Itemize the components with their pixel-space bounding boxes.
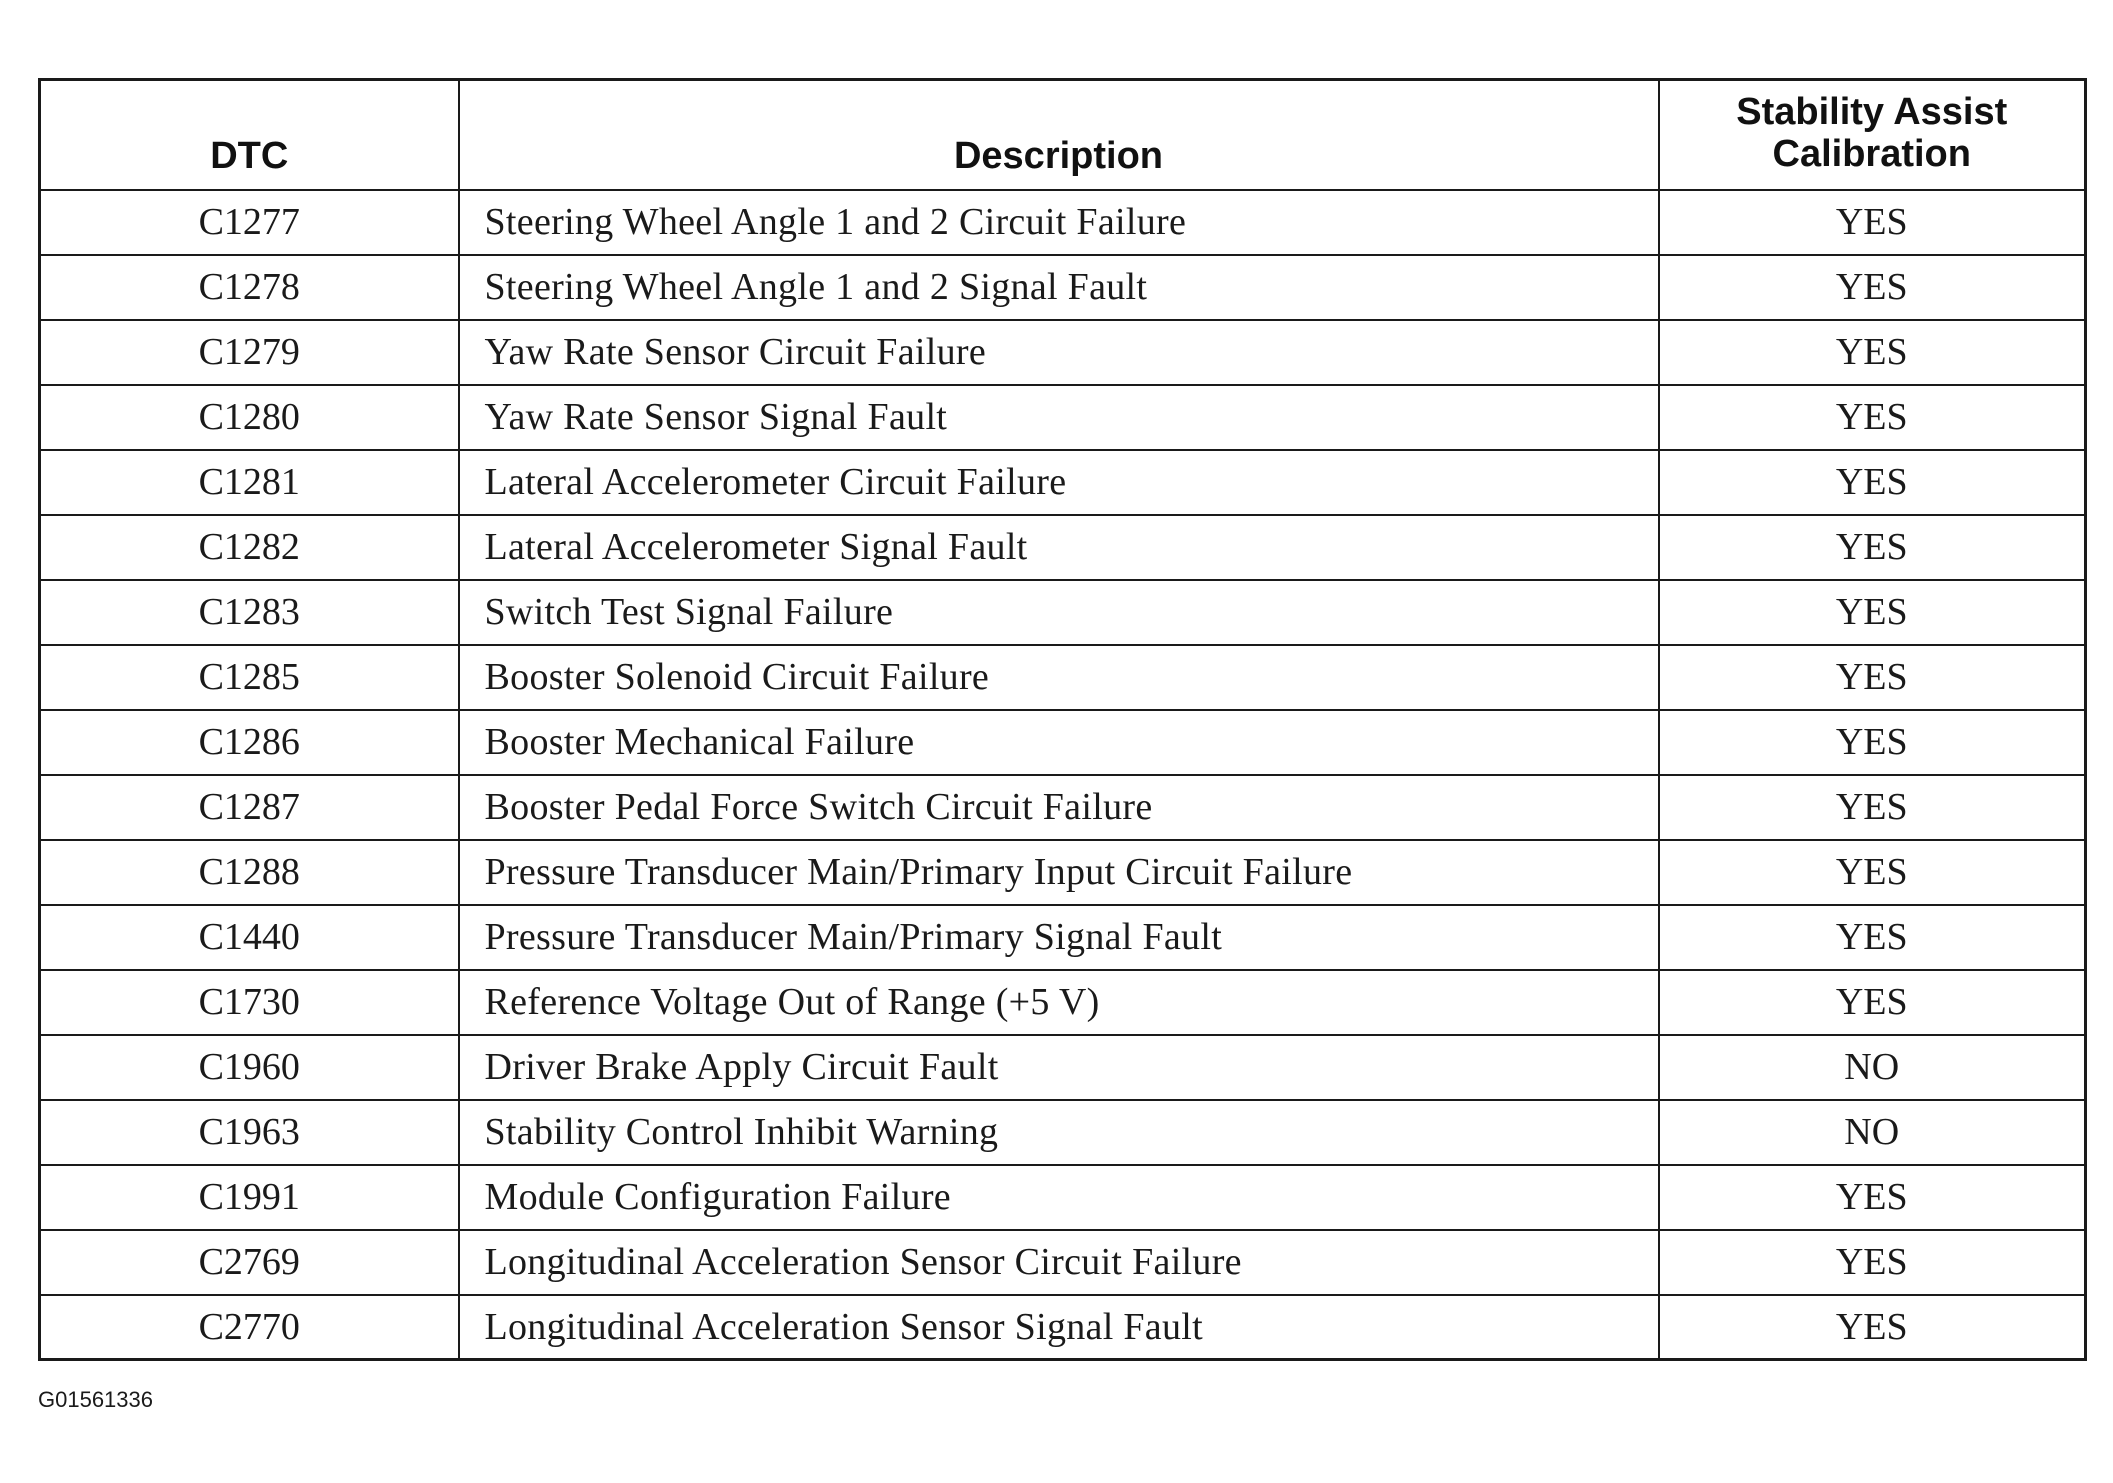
description-cell: Steering Wheel Angle 1 and 2 Circuit Failure	[459, 190, 1659, 255]
description-cell: Booster Solenoid Circuit Failure	[459, 645, 1659, 710]
table-row	[40, 1295, 2086, 1360]
description-cell: Booster Mechanical Failure	[459, 710, 1659, 775]
calibration-cell: YES	[1659, 645, 2086, 710]
calibration-cell: YES	[1659, 905, 2086, 970]
description-cell: Yaw Rate Sensor Circuit Failure	[459, 320, 1659, 385]
description-cell: Longitudinal Acceleration Sensor Circuit Failure	[459, 1230, 1659, 1295]
table-row	[40, 1230, 2086, 1295]
description-cell: Lateral Accelerometer Circuit Failure	[459, 450, 1659, 515]
table-row	[40, 710, 2086, 775]
description-cell: Pressure Transducer Main/Primary Input Circuit Failure	[459, 840, 1659, 905]
calibration-cell: YES	[1659, 1230, 2086, 1295]
description-cell: Module Configuration Failure	[459, 1165, 1659, 1230]
calibration-cell: YES	[1659, 1165, 2086, 1230]
calibration-cell: YES	[1659, 385, 2086, 450]
table-row	[40, 1165, 2086, 1230]
description-cell: Driver Brake Apply Circuit Fault	[459, 1035, 1659, 1100]
table-row	[40, 1100, 2086, 1165]
dtc-code-cell: C1963	[40, 1100, 459, 1165]
dtc-code-cell: C1278	[40, 255, 459, 320]
table-row	[40, 190, 2086, 255]
description-cell: Steering Wheel Angle 1 and 2 Signal Fault	[459, 255, 1659, 320]
table-row	[40, 450, 2086, 515]
calibration-cell: YES	[1659, 255, 2086, 320]
table-row	[40, 970, 2086, 1035]
calibration-cell: NO	[1659, 1100, 2086, 1165]
dtc-code-cell: C1730	[40, 970, 459, 1035]
table-body	[40, 190, 2086, 1360]
dtc-code-cell: C1280	[40, 385, 459, 450]
header-dtc: DTC	[40, 80, 459, 190]
dtc-code-cell: C1287	[40, 775, 459, 840]
table-row	[40, 580, 2086, 645]
description-cell: Stability Control Inhibit Warning	[459, 1100, 1659, 1165]
header-row	[40, 80, 2086, 190]
calibration-cell: YES	[1659, 1295, 2086, 1360]
calibration-cell: YES	[1659, 710, 2086, 775]
description-cell: Lateral Accelerometer Signal Fault	[459, 515, 1659, 580]
header-calibration-line2: Calibration	[1772, 132, 1971, 175]
description-cell: Yaw Rate Sensor Signal Fault	[459, 385, 1659, 450]
description-cell: Switch Test Signal Failure	[459, 580, 1659, 645]
header-description: Description	[459, 80, 1659, 190]
table-row	[40, 645, 2086, 710]
header-calibration	[1659, 80, 2086, 190]
description-cell: Longitudinal Acceleration Sensor Signal Fault	[459, 1295, 1659, 1360]
table-row	[40, 385, 2086, 450]
description-cell: Booster Pedal Force Switch Circuit Failure	[459, 775, 1659, 840]
table-row	[40, 775, 2086, 840]
calibration-cell: YES	[1659, 450, 2086, 515]
calibration-cell: YES	[1659, 515, 2086, 580]
dtc-code-cell: C1991	[40, 1165, 459, 1230]
table-row	[40, 905, 2086, 970]
dtc-code-cell: C1440	[40, 905, 459, 970]
calibration-cell: YES	[1659, 775, 2086, 840]
dtc-code-cell: C1279	[40, 320, 459, 385]
dtc-code-cell: C1283	[40, 580, 459, 645]
table-row	[40, 840, 2086, 905]
table-row	[40, 515, 2086, 580]
dtc-code-cell: C1281	[40, 450, 459, 515]
dtc-code-cell: C1277	[40, 190, 459, 255]
description-cell: Pressure Transducer Main/Primary Signal Fault	[459, 905, 1659, 970]
figure-id: G01561336	[38, 1387, 153, 1412]
dtc-code-cell: C1285	[40, 645, 459, 710]
dtc-code-cell: C1286	[40, 710, 459, 775]
dtc-table	[38, 78, 2087, 1361]
calibration-cell: YES	[1659, 320, 2086, 385]
dtc-code-cell: C2770	[40, 1295, 459, 1360]
calibration-cell: YES	[1659, 840, 2086, 905]
calibration-cell: YES	[1659, 580, 2086, 645]
calibration-cell: YES	[1659, 190, 2086, 255]
table-row	[40, 320, 2086, 385]
table-row	[40, 1035, 2086, 1100]
dtc-code-cell: C1960	[40, 1035, 459, 1100]
dtc-code-cell: C2769	[40, 1230, 459, 1295]
table-row	[40, 255, 2086, 320]
dtc-code-cell: C1282	[40, 515, 459, 580]
calibration-cell: NO	[1659, 1035, 2086, 1100]
dtc-code-cell: C1288	[40, 840, 459, 905]
header-calibration-line1: Stability Assist	[1736, 90, 2008, 133]
calibration-cell: YES	[1659, 970, 2086, 1035]
description-cell: Reference Voltage Out of Range (+5 V)	[459, 970, 1659, 1035]
